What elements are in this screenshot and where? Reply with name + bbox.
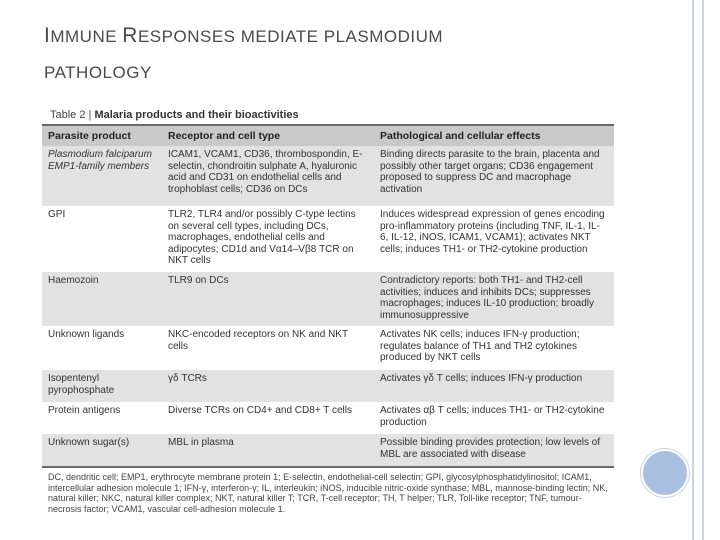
header-cell: Parasite product: [42, 126, 162, 146]
decorative-rule-right: [702, 0, 704, 540]
table-footnote: DC, dendritic cell; EMP1, erythrocyte membrane protein 1; E-selectin, endothelial-cell selectin; GPI, glycosylphosphatidylinositol; ICAM1, intercellular adhesion molecule 1; IFN-γ, interferon-γ; IL, interleukin; iNOS, inducible nitric-oxide synthase; MBL, mannose-binding lectin; NK, natural killer; NKC, natural killer complex; NKT, natural killer T; TCR, T-cell receptor; TH, T helper; TLR, Toll-like receptor; TNF, tumour-necrosis factor; VCAM1, vascular cell-adhesion molecule 1.: [42, 466, 614, 518]
effects-cell: Possible binding provides protection; low levels of MBL are associated with disease: [374, 434, 614, 466]
title-line-2: PATHOLOGY: [44, 63, 152, 82]
product-cell: Unknown sugar(s): [42, 434, 162, 466]
data-table: [42, 126, 614, 466]
product-cell: Unknown ligands: [42, 326, 162, 370]
effects-cell: Activates αβ T cells; induces TH1- or TH2-cytokine production: [374, 402, 614, 434]
effects-cell: Contradictory reports: both TH1- and TH2-cell activities; induces and inhibits DCs; suppresses macrophages; induces IL-10 production; broadly immunosuppressive: [374, 272, 614, 326]
product-cell: Haemozoin: [42, 272, 162, 326]
receptor-cell: MBL in plasma: [162, 434, 374, 466]
effects-cell: Activates γδ T cells; induces IFN-γ production: [374, 370, 614, 402]
receptor-cell: γδ TCRs: [162, 370, 374, 402]
decorative-rule-left: [692, 0, 694, 540]
table-title: Malaria products and their bioactivities: [94, 109, 299, 121]
table-row: [42, 434, 614, 466]
receptor-cell: ICAM1, VCAM1, CD36, thrombospondin, E-selectin, chondroitin sulphate A, hyaluronic acid and CD31 on endothelial cells and trophoblast cells; CD36 on DCs: [162, 146, 374, 206]
malaria-products-table: [42, 106, 614, 518]
table-row: [42, 206, 614, 272]
receptor-cell: NKC-encoded receptors on NK and NKT cells: [162, 326, 374, 370]
table-caption: [42, 106, 614, 126]
table-row: [42, 402, 614, 434]
table-label: Table 2 |: [50, 109, 92, 121]
table-row: [42, 326, 614, 370]
header-cell: Receptor and cell type: [162, 126, 374, 146]
decorative-circle: [641, 449, 689, 497]
table-row: [42, 272, 614, 326]
table-row: [42, 370, 614, 402]
product-cell: GPI: [42, 206, 162, 272]
receptor-cell: Diverse TCRs on CD4+ and CD8+ T cells: [162, 402, 374, 434]
header-cell: Pathological and cellular effects: [374, 126, 614, 146]
slide-title: [44, 18, 604, 91]
product-cell: Plasmodium falciparum EMP1-family members: [42, 146, 162, 206]
table-row: [42, 146, 614, 206]
receptor-cell: TLR2, TLR4 and/or possibly C-type lectins on several cell types, including DCs, macrophages, endothelial cells and adipocytes; CD1d and Vα14–Vβ8 TCR on NKT cells: [162, 206, 374, 272]
product-cell: Isopentenyl pyrophosphate: [42, 370, 162, 402]
effects-cell: Activates NK cells; induces IFN-γ production; regulates balance of TH1 and TH2 cytokines produced by NKT cells: [374, 326, 614, 370]
header-row: [42, 126, 614, 146]
receptor-cell: TLR9 on DCs: [162, 272, 374, 326]
title-line-1: IMMUNE RESPONSES MEDIATE PLASMODIUM: [44, 24, 444, 47]
effects-cell: Induces widespread expression of genes encoding pro-inflammatory proteins (including TNF, IL-1, IL-6, IL-12, iNOS, ICAM1, VCAM1); activates NKT cells; induces TH1- or TH2-cytokine production: [374, 206, 614, 272]
effects-cell: Binding directs parasite to the brain, placenta and possibly other target organs; CD36 engagement proposed to suppress DC and macrophage activation: [374, 146, 614, 206]
product-cell: Protein antigens: [42, 402, 162, 434]
